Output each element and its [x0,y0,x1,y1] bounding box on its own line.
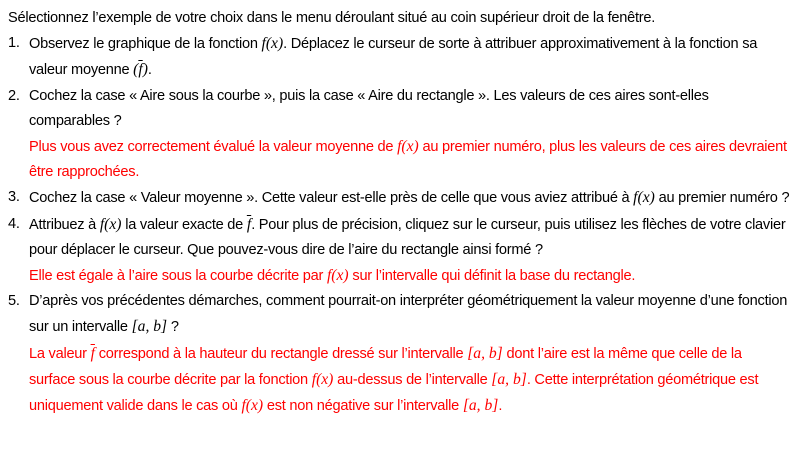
text-run: . Pour plus de précision, cliquez sur le curseur, puis utilisez les flèches de votre clavier pour déplacer le curseur. Que pouvez-vous dire de l’aire du rectangle ainsi formé ? [29,216,786,258]
answer-text [29,263,790,289]
item-body [29,84,790,186]
text-run: dont l’aire est la même que celle de la surface sous la courbe décrite par la fonction [29,345,742,388]
text-run: sur l’intervalle qui définit la base du rectangle. [348,268,636,285]
list-item-1 [8,31,790,83]
item-number: 2. [8,87,20,104]
item-body [29,289,790,419]
list-item-4 [8,212,790,290]
text-run: La valeur [29,345,91,362]
math-run: [a, b] [462,397,499,415]
text-run: Elle est égale à l’aire sous la courbe décrite par [29,268,327,285]
item-body [29,185,790,211]
math-run: $\overline{f}$ [138,61,143,79]
text-run: au premier numéro, plus les valeurs de ces aires devraient être rapprochées. [29,139,787,181]
math-run: f(x) [397,138,419,156]
math-run: f(x) [99,215,122,233]
text-run: . Cette interprétation géométrique est uniquement valide dans le cas où [29,371,759,415]
text-run: Cochez la case « Aire sous la courbe », puis la case « Aire du rectangle ». Les valeurs de ces aires sont-elles comparables ? [29,87,709,129]
text-run: est non négative sur l’intervalle [263,398,463,415]
math-run: ( [133,61,139,79]
text-run: D’après vos précédentes démarches, comment pourrait-on interpréter géométriquement la valeur moyenne d’une fonction sur un intervalle [29,293,788,336]
text-run: . [147,62,152,79]
item-number: 4. [8,215,20,232]
text-run: ? [167,319,179,336]
text-run: Cochez la case « Valeur moyenne ». Cette valeur est-elle près de celle que vous aviez attribué à [29,190,634,207]
math-run: $\overline{f}$ [246,215,252,233]
text-run: Sélectionnez l’exemple de votre choix dans le menu déroulant situé au coin supérieur droit de la fenêtre. [8,10,656,26]
text-run: Plus vous avez correctement évalué la valeur moyenne de [29,139,398,156]
question-text [29,289,790,340]
text-run: . [498,398,503,415]
item-number: 1. [8,35,20,52]
math-run: f(x) [326,267,349,285]
text-run: la valeur exacte de [121,216,247,233]
text-run: au premier numéro ? [654,190,790,207]
item-body [29,31,790,83]
question-text [29,31,790,83]
intro-paragraph [8,6,790,31]
list-item-2 [8,84,790,186]
item-number: 3. [8,189,20,206]
math-run: f(x) [311,370,334,388]
text-run: Attribuez à [29,216,100,233]
text-run: . Déplacez le curseur de sorte à attribuer approximativement à la fonction sa valeur moyenne [29,36,758,79]
list-item-5 [8,289,790,419]
question-text [29,212,790,263]
math-run: [a, b] [491,370,527,388]
text-run: au-dessus de l’intervalle [333,371,492,388]
item-number: 5. [8,293,20,310]
text-run: correspond à la hauteur du rectangle dressé sur l’intervalle [94,345,468,362]
answer-text [29,341,790,420]
text-run: Observez le graphique de la fonction [29,36,262,53]
list-item-3 [8,185,790,211]
math-run: f(x) [261,35,284,53]
question-text [29,84,790,134]
math-run: ) [142,61,148,79]
math-run: f(x) [241,397,264,415]
math-run: [a, b] [467,344,503,362]
question-text [29,185,790,211]
math-run: f(x) [633,189,655,207]
answer-text [29,134,790,185]
math-run: $\overline{f}$ [90,344,95,362]
math-run: [a, b] [131,318,168,336]
item-body [29,212,790,290]
